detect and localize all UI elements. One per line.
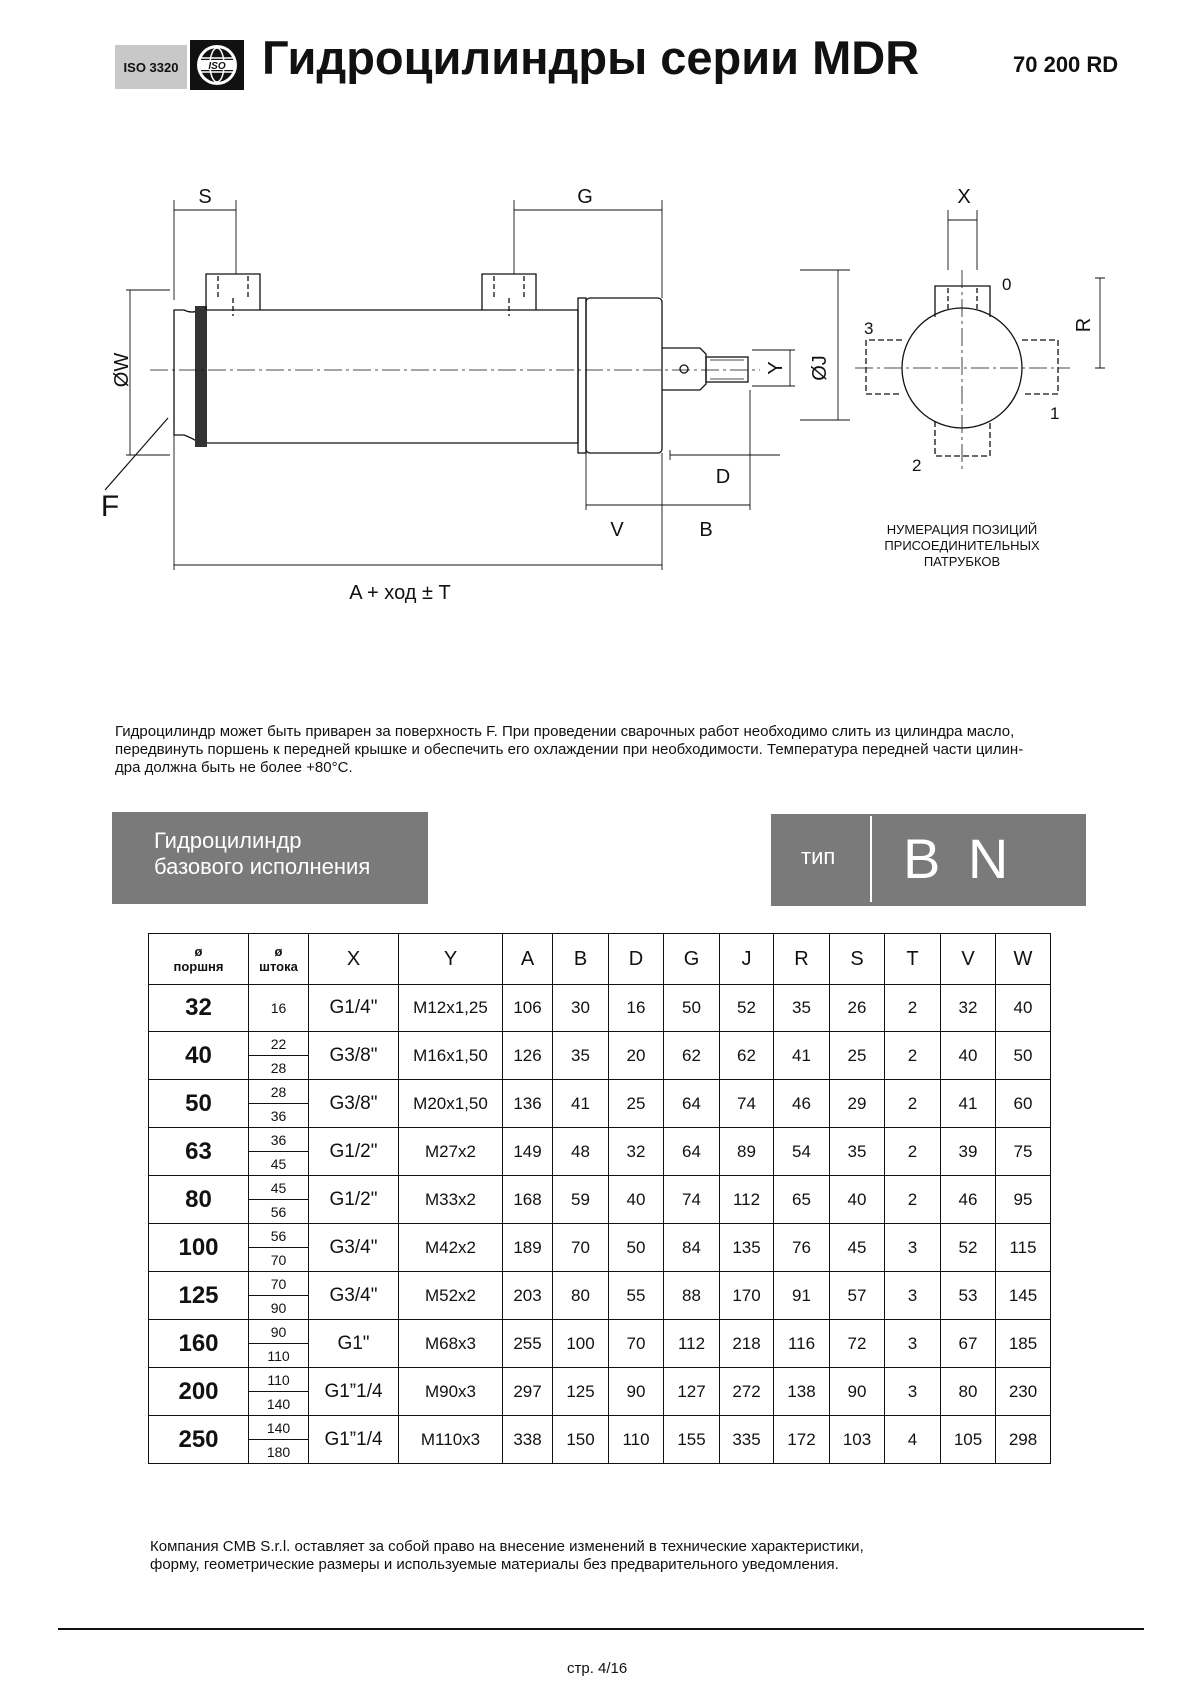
iso-logo-text: ISO (208, 61, 226, 72)
version-box-line1: Гидроцилиндр (154, 828, 302, 853)
label-j: ØJ (809, 355, 831, 381)
weld-ring (195, 306, 207, 447)
table-row (149, 1128, 1051, 1152)
cell-b: 125 (553, 1368, 609, 1416)
cell-g: 112 (664, 1320, 720, 1368)
document-code: 70 200 RD (1013, 52, 1119, 77)
cell-y: M42x2 (399, 1224, 503, 1272)
cell-y: M33x2 (399, 1176, 503, 1224)
cell-w: 95 (996, 1176, 1051, 1224)
rod-diameter-cell: 110 (249, 1368, 309, 1392)
cell-t: 2 (885, 1176, 941, 1224)
disclaimer-note (150, 1538, 1050, 1574)
cell-s: 72 (830, 1320, 885, 1368)
header-v: V (941, 934, 996, 985)
cell-g: 62 (664, 1032, 720, 1080)
cell-t: 3 (885, 1272, 941, 1320)
table-body (149, 985, 1051, 1464)
rod-diameter-cell: 56 (249, 1224, 309, 1248)
label-f: F (100, 490, 120, 523)
cell-j: 170 (720, 1272, 774, 1320)
cell-t: 2 (885, 1032, 941, 1080)
port-position-0 (935, 286, 990, 317)
page-title: Гидроцилиндры серии MDR (262, 31, 920, 84)
rod-diameter-cell: 56 (249, 1200, 309, 1224)
header-y: Y (399, 934, 503, 985)
rod-diameter-cell: 36 (249, 1128, 309, 1152)
header-rod: ø штока (249, 934, 309, 985)
cell-r: 172 (774, 1416, 830, 1464)
cell-b: 100 (553, 1320, 609, 1368)
header-t: T (885, 934, 941, 985)
footer-divider (58, 1628, 1144, 1630)
cell-w: 50 (996, 1032, 1051, 1080)
label-s: S (198, 186, 212, 208)
cell-t: 2 (885, 1128, 941, 1176)
cell-x: G3/8" (309, 1080, 399, 1128)
cell-g: 84 (664, 1224, 720, 1272)
cell-r: 138 (774, 1368, 830, 1416)
port-label-1: 1 (1050, 404, 1060, 423)
cell-s: 40 (830, 1176, 885, 1224)
rod-diameter-cell: 22 (249, 1032, 309, 1056)
rod-diameter-cell: 140 (249, 1416, 309, 1440)
cell-g: 64 (664, 1080, 720, 1128)
cell-j: 135 (720, 1224, 774, 1272)
cell-r: 41 (774, 1032, 830, 1080)
cell-b: 30 (553, 985, 609, 1032)
rod-diameter-cell: 36 (249, 1104, 309, 1128)
cell-g: 50 (664, 985, 720, 1032)
cell-b: 35 (553, 1032, 609, 1080)
cell-j: 272 (720, 1368, 774, 1416)
rod-diameter-cell: 90 (249, 1320, 309, 1344)
cell-d: 16 (609, 985, 664, 1032)
cell-x: G1/2" (309, 1128, 399, 1176)
header-j: J (720, 934, 774, 985)
rod-eye (662, 348, 706, 390)
label-v: V (610, 519, 624, 541)
label-w: ØW (111, 352, 133, 388)
cell-d: 55 (609, 1272, 664, 1320)
cell-v: 53 (941, 1272, 996, 1320)
cell-a: 126 (503, 1032, 553, 1080)
cell-t: 3 (885, 1320, 941, 1368)
cell-d: 25 (609, 1080, 664, 1128)
cell-j: 89 (720, 1128, 774, 1176)
header-piston: ø поршня (149, 934, 249, 985)
cell-v: 39 (941, 1128, 996, 1176)
label-r: R (1073, 317, 1095, 333)
cell-v: 80 (941, 1368, 996, 1416)
page-number: стр. 4/16 (567, 1660, 628, 1677)
port-position-2 (935, 421, 990, 456)
cell-x: G3/4" (309, 1272, 399, 1320)
piston-diameter-cell: 160 (149, 1320, 249, 1368)
cell-x: G1/2" (309, 1176, 399, 1224)
cell-a: 149 (503, 1128, 553, 1176)
cell-v: 41 (941, 1080, 996, 1128)
piston-diameter-cell: 200 (149, 1368, 249, 1416)
cell-d: 32 (609, 1128, 664, 1176)
header-w: W (996, 934, 1051, 985)
cell-b: 41 (553, 1080, 609, 1128)
cell-w: 60 (996, 1080, 1051, 1128)
cell-v: 46 (941, 1176, 996, 1224)
cell-t: 2 (885, 985, 941, 1032)
disclaimer-line2: форму, геометрические размеры и используемые материалы без предварительного уведомления. (150, 1556, 839, 1573)
port-position-3 (866, 340, 902, 394)
cell-d: 20 (609, 1032, 664, 1080)
iso-globe-logo (190, 40, 244, 90)
front-head (586, 298, 662, 453)
cell-g: 74 (664, 1176, 720, 1224)
side-view (150, 274, 760, 453)
table-row (149, 1080, 1051, 1104)
piston-diameter-cell: 63 (149, 1128, 249, 1176)
cell-a: 203 (503, 1272, 553, 1320)
cell-s: 29 (830, 1080, 885, 1128)
cell-a: 297 (503, 1368, 553, 1416)
iso-badge-text: ISO 3320 (123, 59, 179, 75)
cell-r: 35 (774, 985, 830, 1032)
cell-t: 4 (885, 1416, 941, 1464)
cell-y: M52x2 (399, 1272, 503, 1320)
port-label-2: 2 (912, 456, 922, 475)
header-a: A (503, 934, 553, 985)
cell-r: 46 (774, 1080, 830, 1128)
port-caption-line2: ПРИСОЕДИНИТЕЛЬНЫХ (884, 538, 1040, 553)
cell-d: 70 (609, 1320, 664, 1368)
cell-b: 150 (553, 1416, 609, 1464)
cell-y: M12x1,25 (399, 985, 503, 1032)
cell-w: 298 (996, 1416, 1051, 1464)
cell-b: 48 (553, 1128, 609, 1176)
welding-note-line3: дра должна быть не более +80°C. (115, 759, 353, 776)
cell-d: 40 (609, 1176, 664, 1224)
rod-diameter-cell: 90 (249, 1296, 309, 1320)
table-row (149, 1032, 1051, 1056)
cell-x: G1/4" (309, 985, 399, 1032)
cell-r: 91 (774, 1272, 830, 1320)
cell-a: 189 (503, 1224, 553, 1272)
type-separator (870, 816, 872, 902)
rod-diameter-cell: 28 (249, 1056, 309, 1080)
cell-t: 3 (885, 1224, 941, 1272)
cylinder-body (174, 310, 578, 443)
cell-v: 67 (941, 1320, 996, 1368)
welding-note-line1: Гидроцилиндр может быть приварен за поверхность F. При проведении сварочных работ необходимо слить из цилиндра масло, (115, 723, 1015, 740)
disclaimer-line1: Компания CMB S.r.l. оставляет за собой право на внесение изменений в технические характеристики, (150, 1538, 864, 1555)
piston-diameter-cell: 80 (149, 1176, 249, 1224)
dimension-lines (105, 200, 850, 570)
rod-diameter-cell: 45 (249, 1176, 309, 1200)
table-row (149, 1176, 1051, 1200)
cell-v: 40 (941, 1032, 996, 1080)
cell-x: G3/8" (309, 1032, 399, 1080)
cell-t: 3 (885, 1368, 941, 1416)
cell-j: 218 (720, 1320, 774, 1368)
cell-y: M90x3 (399, 1368, 503, 1416)
type-box (771, 814, 1086, 906)
piston-diameter-cell: 32 (149, 985, 249, 1032)
rod-diameter-cell: 28 (249, 1080, 309, 1104)
table-row (149, 985, 1051, 1032)
cell-d: 90 (609, 1368, 664, 1416)
label-d: D (715, 466, 731, 488)
cylinder-technical-drawing (0, 170, 1200, 650)
cell-j: 335 (720, 1416, 774, 1464)
cell-r: 54 (774, 1128, 830, 1176)
piston-diameter-cell: 40 (149, 1032, 249, 1080)
welding-note (115, 723, 1115, 777)
cell-w: 40 (996, 985, 1051, 1032)
rod-diameter-cell: 180 (249, 1440, 309, 1464)
table-row (149, 1368, 1051, 1392)
port-label-3: 3 (864, 319, 874, 338)
header-s: S (830, 934, 885, 985)
rod-thread (706, 357, 748, 382)
cell-y: M16x1,50 (399, 1032, 503, 1080)
rod-diameter-cell: 70 (249, 1248, 309, 1272)
rear-port (206, 274, 260, 310)
header-d: D (609, 934, 664, 985)
type-label: тип (801, 844, 836, 869)
welding-note-line2: передвинуть поршень к передней крышке и обеспечить его охлаждении при необходимости. Температура передней части цилин- (115, 741, 1024, 758)
cell-b: 59 (553, 1176, 609, 1224)
cell-x: G1”1/4 (309, 1416, 399, 1464)
rod-diameter-cell: 140 (249, 1392, 309, 1416)
cell-v: 52 (941, 1224, 996, 1272)
cell-r: 116 (774, 1320, 830, 1368)
cell-s: 45 (830, 1224, 885, 1272)
cell-j: 62 (720, 1032, 774, 1080)
port-caption-line3: ПАТРУБКОВ (923, 554, 1001, 569)
version-box (112, 812, 428, 904)
cell-w: 75 (996, 1128, 1051, 1176)
port-label-0: 0 (1002, 275, 1012, 294)
cell-j: 52 (720, 985, 774, 1032)
cell-s: 103 (830, 1416, 885, 1464)
cell-a: 255 (503, 1320, 553, 1368)
cell-w: 185 (996, 1320, 1051, 1368)
table-header-row (149, 934, 1051, 985)
label-x: X (957, 186, 971, 208)
cell-r: 65 (774, 1176, 830, 1224)
label-b: B (699, 519, 713, 541)
rod-diameter-cell: 45 (249, 1152, 309, 1176)
cell-d: 50 (609, 1224, 664, 1272)
rod-diameter-cell: 110 (249, 1344, 309, 1368)
piston-diameter-cell: 50 (149, 1080, 249, 1128)
front-port (482, 274, 536, 310)
port-position-1 (1022, 340, 1058, 394)
cell-s: 35 (830, 1128, 885, 1176)
cell-j: 74 (720, 1080, 774, 1128)
cell-s: 57 (830, 1272, 885, 1320)
cell-a: 106 (503, 985, 553, 1032)
cell-g: 127 (664, 1368, 720, 1416)
piston-diameter-cell: 125 (149, 1272, 249, 1320)
cell-g: 155 (664, 1416, 720, 1464)
piston-diameter-cell: 250 (149, 1416, 249, 1464)
cell-d: 110 (609, 1416, 664, 1464)
table-row (149, 1320, 1051, 1344)
cell-b: 70 (553, 1224, 609, 1272)
cell-y: M27x2 (399, 1128, 503, 1176)
cell-t: 2 (885, 1080, 941, 1128)
cell-x: G3/4" (309, 1224, 399, 1272)
cell-v: 32 (941, 985, 996, 1032)
cell-w: 145 (996, 1272, 1051, 1320)
stroke-formula: A + ход ± T (349, 582, 451, 604)
cell-x: G1”1/4 (309, 1368, 399, 1416)
label-y: Y (765, 361, 787, 375)
spec-table (148, 933, 1051, 1464)
cell-w: 115 (996, 1224, 1051, 1272)
cell-a: 338 (503, 1416, 553, 1464)
cell-g: 88 (664, 1272, 720, 1320)
rod-diameter-cell: 16 (249, 985, 309, 1032)
end-view (855, 210, 1105, 470)
cell-j: 112 (720, 1176, 774, 1224)
cell-s: 26 (830, 985, 885, 1032)
cell-v: 105 (941, 1416, 996, 1464)
header-b: B (553, 934, 609, 985)
header-g: G (664, 934, 720, 985)
table-row (149, 1224, 1051, 1248)
iso-3320-badge (115, 45, 187, 89)
cell-r: 76 (774, 1224, 830, 1272)
type-value: B N (903, 827, 1015, 890)
header-r: R (774, 934, 830, 985)
table-row (149, 1416, 1051, 1440)
cell-s: 90 (830, 1368, 885, 1416)
cell-b: 80 (553, 1272, 609, 1320)
cell-w: 230 (996, 1368, 1051, 1416)
cell-a: 136 (503, 1080, 553, 1128)
cell-a: 168 (503, 1176, 553, 1224)
piston-diameter-cell: 100 (149, 1224, 249, 1272)
cell-x: G1" (309, 1320, 399, 1368)
cell-s: 25 (830, 1032, 885, 1080)
table-row (149, 1272, 1051, 1296)
cell-y: M68x3 (399, 1320, 503, 1368)
rod-diameter-cell: 70 (249, 1272, 309, 1296)
header-x: X (309, 934, 399, 985)
cell-g: 64 (664, 1128, 720, 1176)
cell-y: M110x3 (399, 1416, 503, 1464)
label-g: G (577, 186, 593, 208)
version-box-line2: базового исполнения (154, 854, 371, 879)
port-caption-line1: НУМЕРАЦИЯ ПОЗИЦИЙ (886, 522, 1038, 537)
cell-y: M20x1,50 (399, 1080, 503, 1128)
